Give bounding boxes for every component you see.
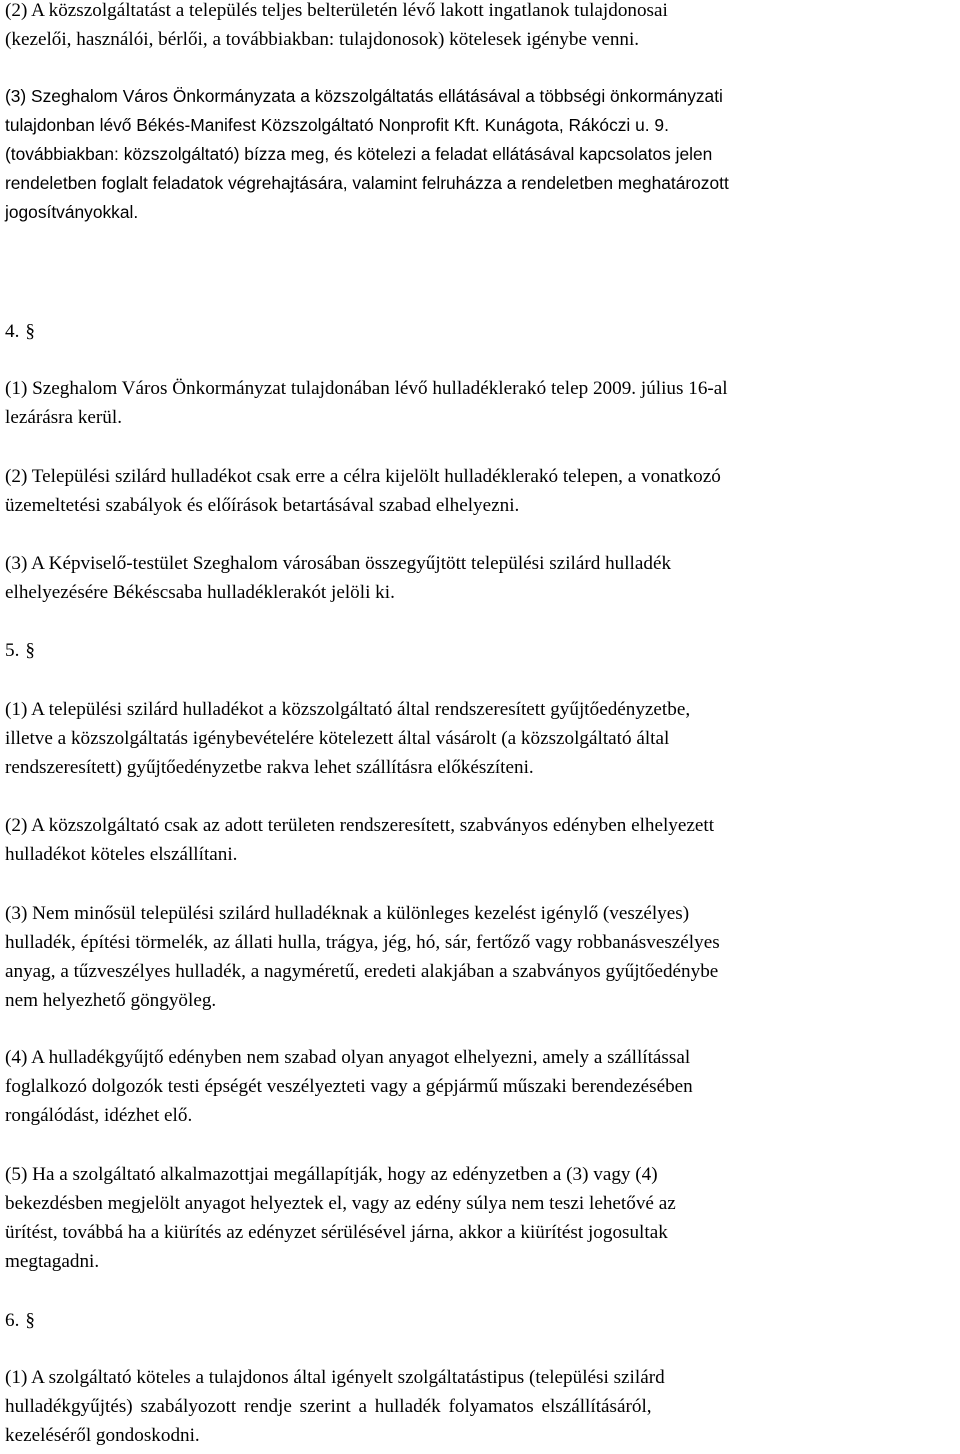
text-line: (1) Szeghalom Város Önkormányzat tulajdonában lévő hulladéklerakó telep 2009. július 16-al xyxy=(5,378,728,399)
text-line: lezárásra kerül. xyxy=(5,407,122,428)
section-sign: § xyxy=(25,640,35,661)
paragraph-s5-3 xyxy=(5,899,957,1015)
section-sign: § xyxy=(25,321,35,342)
text-line: illetve a közszolgáltatás igénybevételére kötelezett által vásárolt (a közszolgáltató által xyxy=(5,728,670,749)
section-number: 5. xyxy=(5,640,20,661)
paragraph-s3-3 xyxy=(5,82,957,227)
paragraph-s4-3 xyxy=(5,549,957,607)
section-heading-5 xyxy=(5,636,35,665)
text-line: (4) A hulladékgyűjtő edényben nem szabad olyan anyagot elhelyezni, amely a szállítással xyxy=(5,1047,691,1068)
paragraph-s5-5 xyxy=(5,1160,957,1276)
paragraph-s6-1 xyxy=(5,1363,957,1450)
text-line: rongálódást, idézhet elő. xyxy=(5,1105,193,1126)
text-line: hulladékgyűjtés) szabályozott rendje szerint a hulladék folyamatos elszállításáról, xyxy=(5,1396,652,1417)
text-line: hulladékot köteles elszállítani. xyxy=(5,844,238,865)
text-line: elhelyezésére Békéscsaba hulladéklerakót jelöli ki. xyxy=(5,582,395,603)
section-number: 6. xyxy=(5,1310,20,1331)
text-line: (3) Nem minősül települési szilárd hulladéknak a különleges kezelést igénylő (veszélyes) xyxy=(5,903,690,924)
text-line: (1) A szolgáltató köteles a tulajdonos által igényelt szolgáltatástipus (települési szilárd xyxy=(5,1367,665,1388)
text-line: foglalkozó dolgozók testi épségét veszélyezteti vagy a gépjármű műszaki berendezésében xyxy=(5,1076,693,1097)
text-line: bekezdésben megjelölt anyagot helyeztek el, vagy az edény súlya nem teszi lehetővé az xyxy=(5,1193,676,1214)
section-sign: § xyxy=(25,1310,35,1331)
text-line: hulladék, építési törmelék, az állati hulla, trágya, jég, hó, sár, fertőző vagy robbanásveszélyes xyxy=(5,932,720,953)
text-line: jogosítványokkal. xyxy=(5,202,139,222)
paragraph-s5-1 xyxy=(5,695,957,782)
paragraph-s4-2 xyxy=(5,462,957,520)
text-line: (továbbiakban: közszolgáltató) bízza meg, és kötelezi a feladat ellátásával kapcsolatos jelen xyxy=(5,144,713,164)
text-line: anyag, a tűzveszélyes hulladék, a nagyméretű, eredeti alakjában a szabványos gyűjtőedénybe xyxy=(5,961,719,982)
section-heading-6 xyxy=(5,1306,35,1335)
text-line: (2) A közszolgáltató csak az adott területen rendszeresített, szabványos edényben elhelyezett xyxy=(5,815,715,836)
text-line: (5) Ha a szolgáltató alkalmazottjai megállapítják, hogy az edényzetben a (3) vagy (4) xyxy=(5,1164,658,1185)
section-number: 4. xyxy=(5,321,20,342)
paragraph-s5-4 xyxy=(5,1043,957,1130)
text-line: ürítést, továbbá ha a kiürítés az edényzet sérülésével járna, akkor a kiürítést jogosultak xyxy=(5,1222,668,1243)
paragraph-s5-2 xyxy=(5,811,957,869)
text-line: (1) A települési szilárd hulladékot a közszolgáltató által rendszeresített gyűjtőedényzetbe, xyxy=(5,699,691,720)
text-line: (3) A Képviselő-testület Szeghalom városában összegyűjtött települési szilárd hulladék xyxy=(5,553,672,574)
text-line: nem helyezhető göngyöleg. xyxy=(5,990,217,1011)
section-heading-4 xyxy=(5,317,35,346)
text-line: (2) Települési szilárd hulladékot csak erre a célra kijelölt hulladéklerakó telepen, a vonatkozó xyxy=(5,466,721,487)
text-line: (3) Szeghalom Város Önkormányzata a közszolgáltatás ellátásával a többségi önkormányzati xyxy=(5,86,723,106)
text-line: megtagadni. xyxy=(5,1251,100,1272)
paragraph-s4-1 xyxy=(5,374,957,432)
paragraph-s3-2 xyxy=(5,0,957,54)
text-line: rendeletben foglalt feladatok végrehajtására, valamint felruházza a rendeletben meghatározott xyxy=(5,173,729,193)
text-line: (2) A közszolgáltatást a település teljes belterületén lévő lakott ingatlanok tulajdonosai xyxy=(5,0,668,21)
text-line: rendszeresített) gyűjtőedényzetbe rakva lehet szállításra előkészíteni. xyxy=(5,757,534,778)
text-line: (kezelői, használói, bérlői, a továbbiakban: tulajdonosok) kötelesek igénybe venni. xyxy=(5,29,640,50)
text-line: üzemeltetési szabályok és előírások betartásával szabad elhelyezni. xyxy=(5,495,520,516)
text-line: tulajdonban lévő Békés-Manifest Közszolgáltató Nonprofit Kft. Kunágota, Rákóczi u. 9. xyxy=(5,115,669,135)
text-line: kezeléséről gondoskodni. xyxy=(5,1425,200,1446)
